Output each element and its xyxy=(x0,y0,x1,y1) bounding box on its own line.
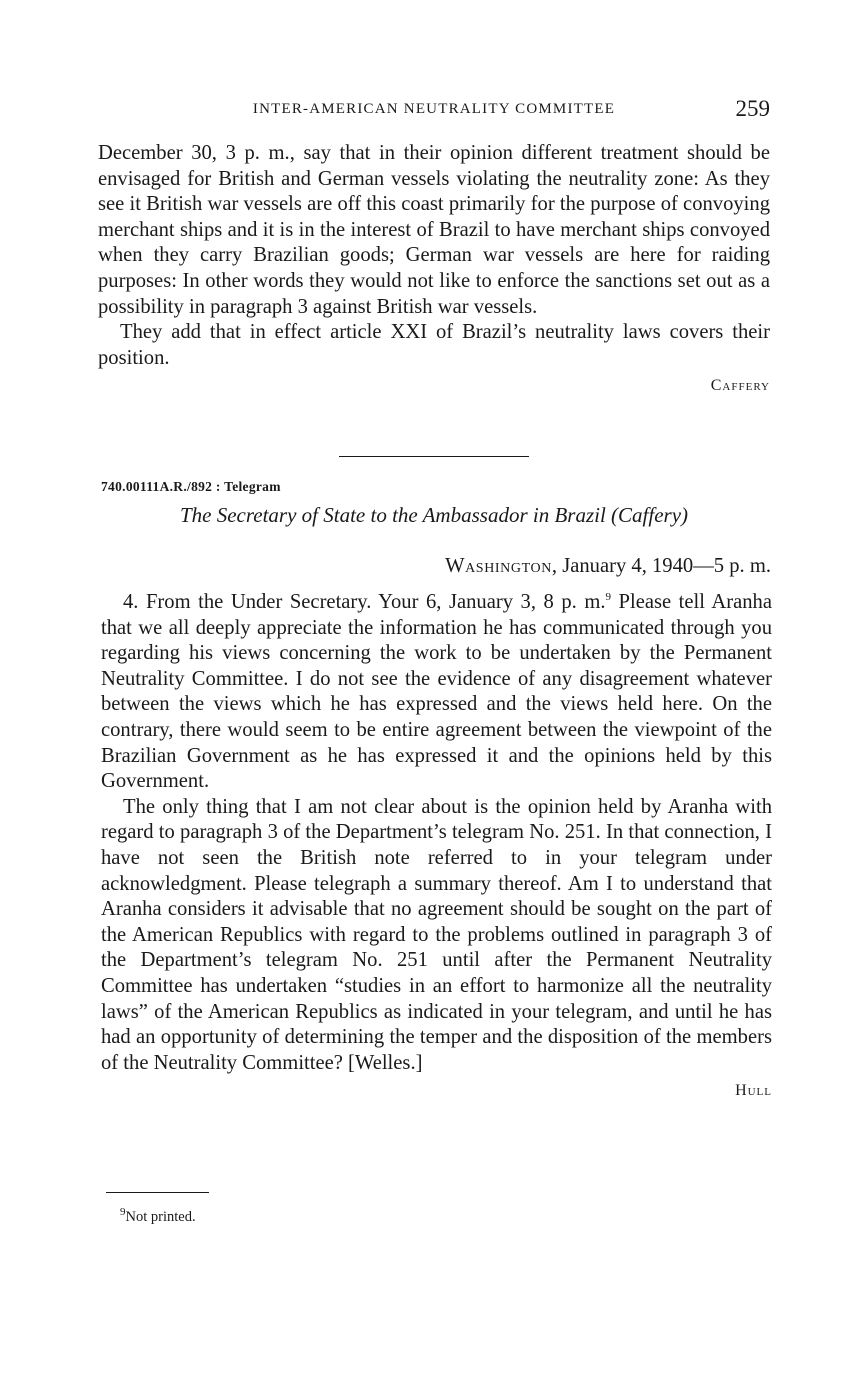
dateline-place: Washington xyxy=(445,555,552,577)
top-telegram-signature: Caffery xyxy=(710,377,770,395)
running-head xyxy=(98,96,770,122)
second-telegram-paragraph-2: The only thing that I am not clear about is the opinion held by Aranha with regard to paragraph 3 of the Department’s telegram No. 251. In that connection, I have not seen the British note referred to in your telegram under acknowledgment. Please telegraph a summary thereof. Am I to understand that Aranha considers it advisable that no agreement should be sought on the part of the American Republics with regard to the problems outlined in paragraph 3 of the Department’s telegram No. 251 until after the Permanent Neutrality Committee has undertaken “studies in an effort to harmonize all the neutrality laws” of the American Republics as indicated in your telegram, and until he has had an opportunity of determining the temper and the disposition of the members of the Neutrality Committee? [Welles.] xyxy=(101,795,772,1074)
section-divider xyxy=(339,456,529,457)
footnote-reference: 9 xyxy=(605,591,611,604)
running-title: INTER-AMERICAN NEUTRALITY COMMITTEE xyxy=(252,101,616,117)
dateline xyxy=(445,555,771,578)
second-telegram-body xyxy=(101,590,772,1104)
footnote-text: Not printed. xyxy=(125,1209,196,1225)
footnote-marker: 9 xyxy=(120,1206,126,1219)
file-reference: 740.00111A.R./892 : Telegram xyxy=(101,479,281,494)
top-telegram-body xyxy=(98,141,770,399)
paragraph-1-rest: Please tell Aranha that we all deeply appreciate the information he has communicated through you regarding his views concerning the work to be undertaken by the Permanent Neutrality Committee. I do not see the evidence of any disagreement whatever between the views which he has expressed and the views held here. On the contrary, there would seem to be entire agreement between the viewpoint of the Brazilian Government as he has expressed it and the opinions held by this Government. xyxy=(101,591,772,793)
footnote xyxy=(120,1206,196,1226)
top-telegram-paragraph-1: December 30, 3 p. m., say that in their opinion different treatment should be envisaged for British and German vessels violating the neutrality zone: As they see it British war vessels are off this coast primarily for the purpose of convoying merchant ships and it is in the interest of Brazil to have merchant ships convoyed when they carry Brazilian goods; German war vessels are here for raiding purposes: In other words they would not like to enforce the sanctions set out as a possibility in paragraph 3 against British war vessels. xyxy=(98,142,770,318)
second-telegram-signature: Hull xyxy=(735,1082,772,1100)
top-telegram-paragraph-2: They add that in effect article XXI of Brazil’s neutrality laws covers their position. xyxy=(98,321,770,369)
page-number: 259 xyxy=(735,96,770,121)
second-telegram-paragraph-1 xyxy=(101,590,772,795)
footnote-divider xyxy=(106,1192,209,1193)
telegram-heading: The Secretary of State to the Ambassador in Brazil (Caffery) xyxy=(179,503,689,527)
paragraph-1-start: 4. From the Under Secretary. Your 6, January 3, 8 p. m. xyxy=(123,591,606,613)
dateline-date: , January 4, 1940—5 p. m. xyxy=(551,555,771,577)
